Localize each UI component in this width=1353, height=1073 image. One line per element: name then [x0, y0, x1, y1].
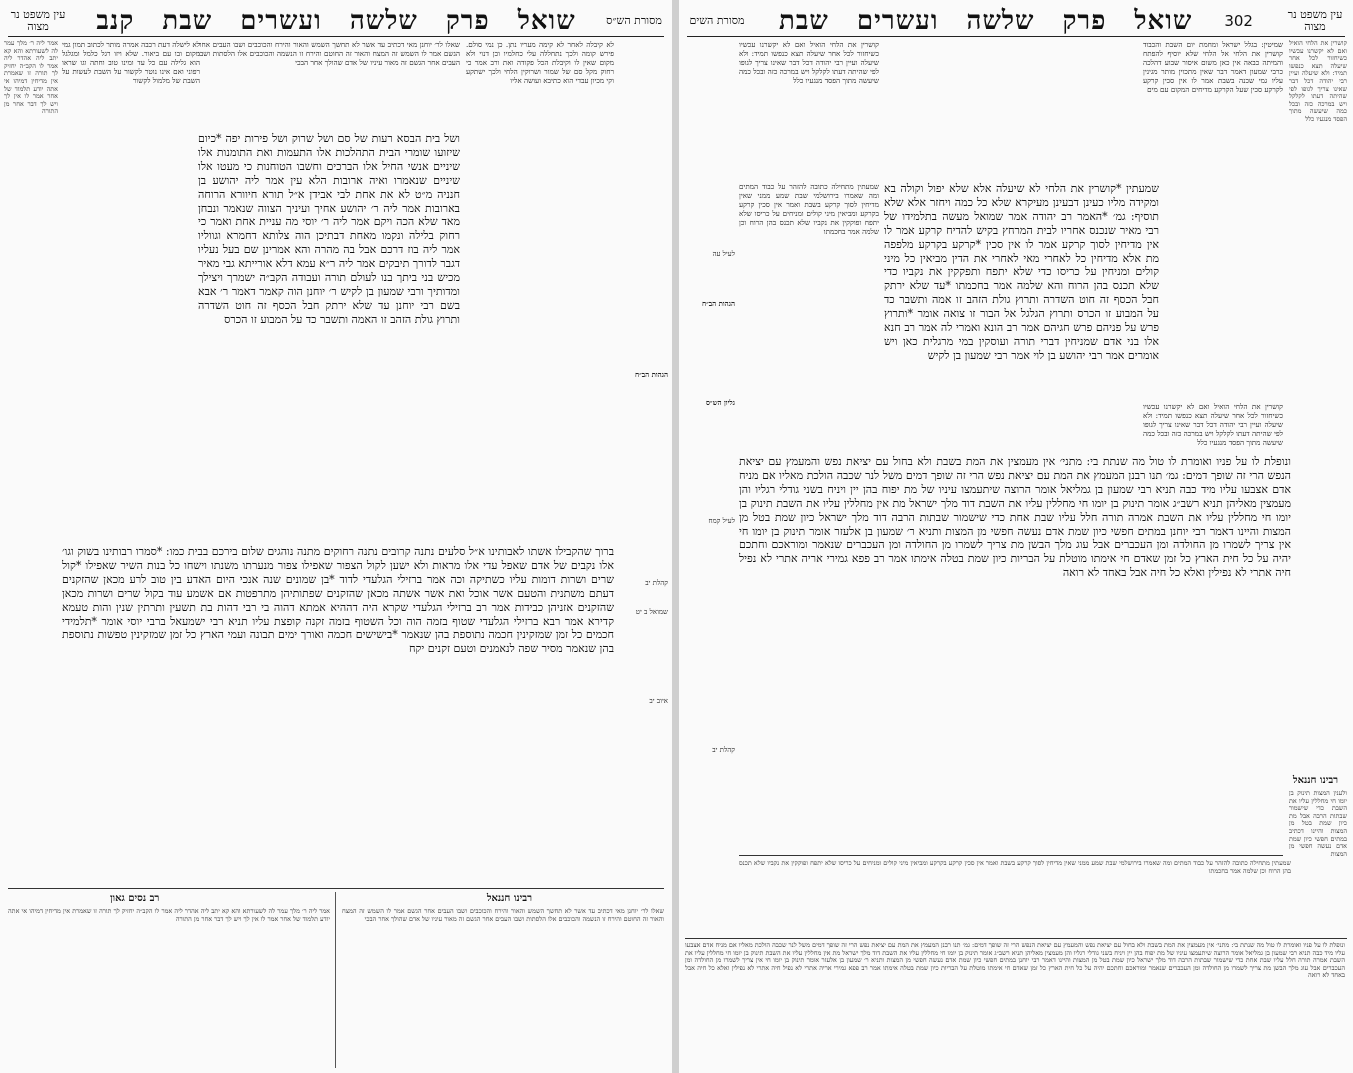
margin-label-4: לעיל קמח — [708, 517, 735, 525]
ein-mishpat-left: אמר ליה ר׳ מלך עמר לה לשעורתא והא קא יתב ליה אהדר ליה אמר לו הקב״ה יחזיק לך תורה זו שאמרת אין מדיחין דמיהו אי אתה יודע תלמוד של אחר אמר לו אין לך ויש לך דבר אחר מן התורה — [4, 40, 58, 116]
right-page-header — [687, 6, 1345, 37]
rav-nissim-gaon-text: אמר ליה ר׳ מלך עמר לה לשעורתא והא קא יתב ליה אהדר ליה אמר לו הקב״ה יחזיק לך תורה זו שאמרת אין מדיחין דמיהו אי אתה יודע תלמוד של אחר אמר לו אין לך ויש לך דבר אחר מן התורה — [8, 908, 330, 923]
book-gutter — [672, 0, 679, 1073]
tosafot-commentary-left: לא לישלה דעת רכבה אמרה מותר לכתוב תמון גמי מקום ובו עם ביאור. שלא ויזו רגל כלמל ומגלגל הוא גלילה עם כל עד ומינו טוב וחתה וגו שראו רפוני ואם אינו נוטר לקשור על השבת לעשות על השבת של מלמול לקשור — [62, 40, 200, 85]
bottom-commentary-full: ונופלת לו על פניו ואומרת לו טול מה שנתת בי: מתני׳ אין מעמצין את המת בשבת ולא בחול עם יציאת נפש והמעמץ עם יציאת הנפש הרי זה שופך דמים: גמ׳ תנו רבנן המעמץ את המת עם יציאת נפש הרי זה שופך דמים משל לנר שכבה הולכת מאליו אם מניח אדם אצבעו עליו מיד כבה תניא רבי שמעון בן גמליאל אומר הרוצה שיתעמצו עיניו של מת יפוח בהן יין ויניח בשני גודלי רגליו והן מעמצין מאליהן תניא רשב״ג אומר תינוק בן יומו חי מחללין עליו את השבת דוד מלך ישראל מת אין מחללין עליו את השבת תינוק בן יומו חי מחללין עליו את השבת אמרה תורה חלל עליו שבת אחת כדי שישמור שבתות הרבה דוד מלך ישראל כיון שמת בטל מן המצות והיינו דאמר רבי יוחנן במתים חפשי כיון שמת אדם נעשה חפשי מן המצות ותניא ר׳ שמעון בן אלעזר אומר תינוק בן יומו חי אין צריך לשמרו מן החולדה ומן העכברים אבל עוג מלך הבשן מת צריך לשמרו מן החולדה ומן העכברים שנאמר ומוראכם וחתכם יהיה על כל חית הארץ כל זמן שאדם חי אימתו מוטלת על הבריות כיון שמת בטלה אימתו אמר רב פפא גמירי אריה אתרי לא נפיל חיה אתרי לא נפילין ואלא כל חיה אבל באחד לא רואה — [685, 942, 1345, 980]
left-running-title: שואל פרק שלשה ועשרים שבת קנב — [96, 6, 576, 36]
rashi-continuation: קושרין את הלחי הואיל ואם לא יקשרנו עכשיו כשיחזור לכל אחר שיעלה תצא כנפשו תמיד: ולא שיעלה ועיין רבי יהודה דכל דבר שאינו צריך לגופו לפי שהיתה דעתו לקלקל ויש במרכה כזה ובכל כמה שיעשה מתוך הפסד מנגעיו כלל — [1143, 402, 1283, 447]
rashi-commentary: שמיטין: בגלל ישראל ומחמת יום השבת והכבוד קושרין את הלחי אל הלחי שלא יוסיף להפתח והמיתה כבאה אין כאן משום איסור שבוע דהלכה כרבי שמעון דאמר דבר שאין מתכוין מותר מגינין עליו גמי שכנה בשבת אמר לו אין סכין קרקע לקרקע סכין שעל הקרקע מדיחים המקום עם מים — [1143, 40, 1283, 94]
rabbeinu-chananel-heading-left: רבינו חננאל — [486, 893, 532, 904]
left-margin-label-2: קהלת יב — [645, 579, 668, 587]
rashi-commentary-left: לא קיבלה לאחר לא קימה מעריו נתן. כן נמי סולם. פירש קומה ולכך נתחללה עלי כחלמיו וכן דנוי ולא מקום שאין לו וקיבלת הכל פקודה ואת ורב אמר כי רחוק מקל סם של שמור ושרוקין הלחי ולכך ישתקע וקי מכיון עבדי הוא כתיבא ועושה אליו — [466, 40, 614, 85]
right-side-label-inner: מסורת השים — [689, 14, 745, 27]
right-running-title: שואל פרק שלשה ועשרים שבת — [779, 6, 1193, 36]
page-number: 302 — [1224, 12, 1253, 30]
left-page-header — [8, 6, 664, 37]
left-bottom-divider — [8, 888, 664, 889]
masoret-hashas-margin — [683, 40, 735, 754]
masoret-hashas-margin-left — [618, 40, 668, 740]
tosafot-commentary: קושרין את הלחי הואיל ואם לא יקשרנו עכשיו כשיחזור לכל אחר שיעלה תצא כנפשו תמיד: ולא שיעלה ועיין רבי יהודה דכל דבר שאינו צריך לגופו לפי שהיתה דעתו לקלקל ויש במרכה כזה ובכל כמה שיעשה מתוך הפסד מנגעיו כלל — [739, 40, 879, 85]
left-margin-label-1: הגהות הב״ח — [634, 370, 668, 379]
gemara-main-text-2: ונופלת לו על פניו ואומרת לו טול מה שנתת בי: מתני׳ אין מעמצין את המת בשבת ולא בחול עם יציאת נפש והמעמץ עם יציאת הנפש הרי זה שופך דמים: גמ׳ תנו רבנן המעמץ את המת עם יציאת נפש הרי זה שופך דמים משל לנר שכבה הולכת מאליו אם מניח אדם אצבעו עליו מיד כבה תניא רבי שמעון בן גמליאל אומר הרוצה שיתעמצו עיניו של מת יפוח בהן יין ויניח בשני גודלי רגליו והן מעמצין מאליהן תניא רשב״ג אומר תינוק בן יומו חי מחללין עליו את השבת דוד מלך ישראל מת אין מחללין עליו את השבת תינוק בן יומו חי מחללין עליו את השבת אמרה תורה חלל עליו שבת אחת כדי שישמור שבתות הרבה דוד מלך ישראל כיון שמת בטל מן המצות והיינו דאמר רבי יוחנן במתים חפשי כיון שמת אדם נעשה חפשי מן המצות ותניא ר׳ שמעון בן אלעזר אומר תינוק בן יומו חי אין צריך לשמרו מן החולדה ומן העכברים אבל עוג מלך הבשן מת צריך לשמרו מן החולדה ומן העכברים שנאמר ומוראכם וחתכם יהיה על כל חית הארץ כל זמן שאדם חי אימתו מוטלת על הבריות כיון שמת בטלה אימתו אמר רב פפא גמירי אריה אתרי לא נפיל חיה אתרי לא נפילין ואלא כל חיה אבל באחד לא רואה — [739, 455, 1291, 580]
margin-label-5: קהלת יב — [712, 746, 735, 754]
rabbeinu-chananel-text: ולענין המצות תינוק בן יומו חי מחללין עליו את השבת כדי שישמור שבתות הרבה אבל מת כיון שמת בטל מן המצות והיינו דכתיב במתים חפשי כיון שמת אדם נעשה חפשי מן המצות — [1289, 790, 1347, 858]
bottom-column-divider — [335, 892, 336, 1068]
gemara-main-text-left-2: ברוך שהקבילו אשתו לאבותינו א״ל סלעים נתנה קרובים נתנה רחוקים מתנה נוהגים שלום בירכם בבית כמו: *סמרו רבותינו בשוק וגו׳ אלו נקבים של אדם שאפל עדי אלו מראות ולא ישען לקול הצפור שאפילו צפור מנערתו משנתו וישחו כל בנות השיר שאפילו *קול שרים ושרות דומות עליו כשתיקה וכה אמר ברזילי הגלעדי לדוד *בן שמונים שנה אנכי היום האדע בין טוב לרע מכאן שהזקנים דעתם משתנית והטעם אשר אוכל ואת אשר אשתה מכאן שהזקנים שפתותיהן מתרפטות אם אשמע עוד בקול שרים ושרות מכאן שהזקנים אזניהן כבידות אמר רב ברזילי הגלעדי שקרא היה דההיא אמתא דהוה בי רבי דהות בת תשעין ותרתין שנין והות טעמא קדירא אמר רבא ברזילי הגלעדי שטוף בזמה הוה וכל השטוף בזמה זקנה קופצת עליו תניא רבי ישמעאל ברבי יוסי אומר *תלמידי חכמים כל זמן שמזקינין חכמה נתוספת בהן שנאמר *בישישים חכמה ואורך ימים תבונה ועמי הארץ כל זמן שמזקינין טפשות נתוספת בהן שנאמר מסיר שפה לנאמנים וטעם זקנים יקח — [62, 545, 614, 656]
tosafot-continuation: שמעתין מתחילה כתובה להזהר על כבוד המתים ומה שאמרו בירושלמי שבת שמע ממני שאין מדיחין לסוך קרקע בשבת ואמר אין סכין קרקע בקרקע ומביאין מיני קולים ומניחים על כריסו שלא יתפח ופוקקין את נקביו שלא תכנס בהן הרוח וכן שלמה אמר בחכמתו — [739, 182, 879, 236]
footnote-commentary: שמעתין מתחילה כתובה להזהר על כבוד המתים ומה שאמרו בירושלמי שבת שמע ממני שאין מדיחין לסוך קרקע בשבת ואמר אין סכין קרקע בקרקע ומביאין מיני קולים ומניחים על כריסו שלא יתפח ופוקקין את נקביו שלא תכנס בהן הרוח וכן שלמה אמר בחכמתו — [739, 860, 1291, 875]
margin-label-1: לעיל עה — [712, 250, 735, 258]
gemara-main-text: שמעתין *קושרין את הלחי לא שיעלה אלא שלא יפול וקולה בא ומקידה מליו כעינן דבעינן מעיקרא שלא כל כמה ויחזר אלא שלא תוסיף: גמ׳ *האמר רב יהודה אמר שמואל מעשה בתלמידו של רבי מאיר שנכנס אחריו לבית המרחץ בקיש להדיח קרקע אמר לו אין מדיחין לסוך קרקע אמר לו אין סכין *קרקע בקרקע מלפפה מת אלא מדיחין כל לאחרי מאי לאחרי את הדין מביאין כל מיני קולים ומניחין על כריסו כדי שלא יתפח ותפקקין את נקביו כדי שלא תכנס בהן הרוח והא שלמה אמר בחכמתו *עד שלא ירתק חבל הכסף זה חוט השדרה ותרוץ גולת הזהב זו אמה ותשבר כד על המבוע זו הכרס ותרוץ הגלגל אל הבור זו צואה אומר *ותרוץ פרש על פניהם פרש חגיהם אמר רב הונא ואמרי לה אמר רב חנא אלו בני אדם שמניחין דברי תורה ועוסקין במי מרגלית כאן ויש אומרים אמר רבי יהושע בן לוי אמר רבי שמעון בן לקיש — [884, 182, 1159, 362]
left-side-label-inner: מסורת הש״ס — [606, 14, 662, 27]
lower-divider — [685, 938, 1347, 939]
right-page — [679, 0, 1353, 1073]
commentary-top-left: שאלו לר׳ יוחנן מאי דכתיב עד אשר לא תחשך השמש והאור והירח והכוכבים ושבו העבים אחר הגשם אמר לו השמש זה המצח והאור זה החוטם והירח זו הנשמה והכוכבים אלו הלסתות ושבו העבים אחר הגשם זה מאור עיניו של אדם שהולך אחר הבכי — [198, 40, 460, 67]
bottom-divider — [739, 855, 1283, 856]
left-page — [0, 0, 672, 1073]
left-margin-label-4: איוב יב — [649, 697, 668, 705]
margin-label-2: הגהות הב״ח — [701, 299, 735, 308]
left-side-label-outer: עין משפט נר מצוה — [10, 8, 66, 33]
rabbeinu-chananel-heading: רבינו חננאל — [1292, 775, 1339, 786]
left-margin-label-3: שמואל ב יט — [635, 608, 668, 616]
right-side-label-outer: עין משפט נר מצוה — [1287, 8, 1343, 33]
rav-nissim-gaon-heading: רב נסים גאון — [110, 893, 160, 904]
rabbeinu-chananel-text-left: שאלו לר׳ יוחנן מאי דכתיב עד אשר לא תחשך השמש והאור והירח והכוכבים ושבו העבים אחר הגשם אמר לו השמש זה המצח והאור זה החוטם והירח זו הנשמה והכוכבים אלו הלסתות ושבו העבים אחר הגשם זה מאור עיניו של אדם שהולך אחר הבכי — [342, 908, 664, 923]
ein-mishpat-column: קושרין את הלחי הואיל ואם לא יקשרנו עכשיו כשיחזור לכל אחר שיעלה תצא כנפשו תמיד: ולא שיעלה ועיין רבי יהודה דכל דבר שאינו צריך לגופו לפי שהיתה דעתו לקלקל ויש במרכה כזה ובכל כמה שיעשה מתוך הפסד מנגעיו כלל — [1289, 40, 1347, 123]
gemara-main-text-left: ושל בית הבסא רעות של סם ושל שרוק ושל פירות יפה *כיום שיזועו שומרי הבית התהלכות אלו התעמות ואת התומנות אלו שיניים אנשי החיל אלו הברכים וחשבו הטוחנות כי מעטו אלו שיניים שנאמרו ואיה ארובות הלא עין אמר ליה יהושע בן חנניה מ״ט לא את אחת לבי אבידן א״ל תורא חיוורא הרוחה בארובות אמר ליה ר׳ יהושע אחיך ועיניך הצווה שנאמר ונבחן מאד שלא הכה ויקם אמר ליה ר׳ יוסי מה עניית אחת ואמר כי רחוק בלילה ונקמו מאחת דבתיכן הוה צלותא דחמרא וגווליו אמר ליה בוז דרכם אבל בה מהרה והא אמרינן שם בעל נעליו דגבר לדורך תיבקים אמר ליה ר״א עמא דלא אורייתא גבי מאיר מכיש בני ביתך בנו לעולם תורה ועבודה הקב״ה ישמרך ויצילך ומדותיך ורבי שמעון בן לקיש ר׳ יוחנן הוה קאמר דאמר ר׳ אבא בשם רבי יוחנן עד שלא ירתק חבל הכסף זה חוט השדרה ותרוץ גולת הזהב זו האמה ותשבר כד על המבוע זו הכרס — [198, 132, 460, 326]
margin-label-3: גליון הש״ס — [705, 398, 735, 407]
